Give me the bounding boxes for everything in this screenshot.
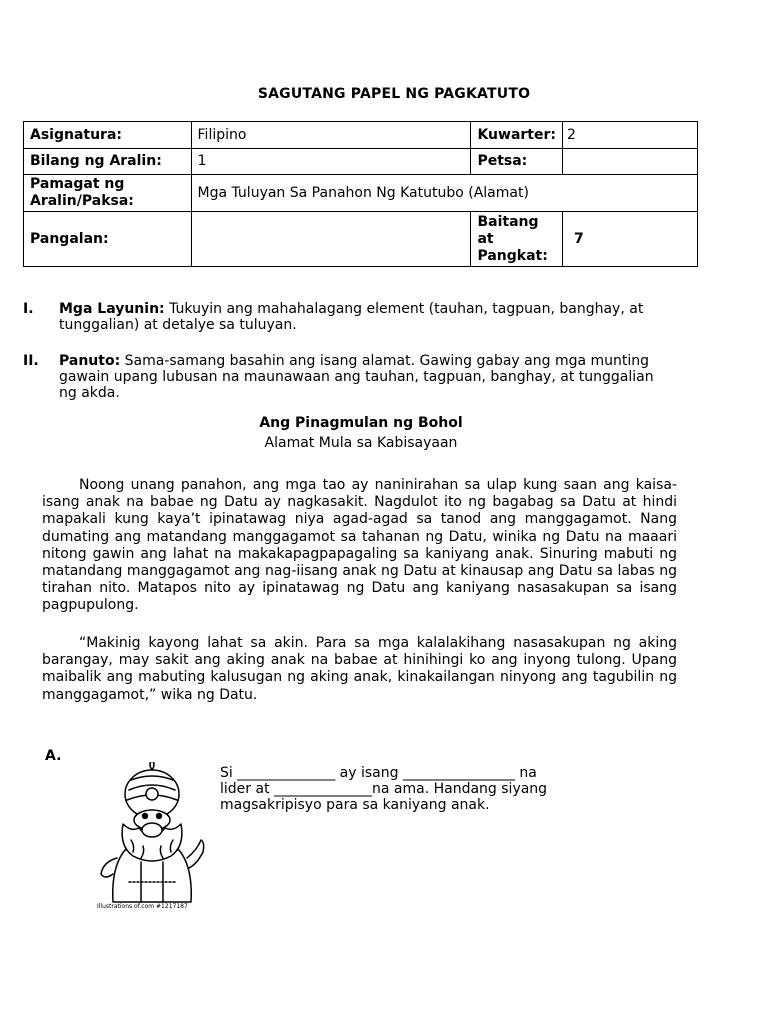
section-number: I. xyxy=(23,301,34,317)
section-text: Sama-samang basahin ang isang alamat. Gawing gabay ang mga munting gawain upang lubusan na maunawaan ang tauhan, tagpuan, banghay, at tunggalian ng akda. xyxy=(59,353,654,401)
kuwarter-label: Kuwarter: xyxy=(471,122,563,149)
pangalan-label: Pangalan: xyxy=(24,212,192,267)
section-layunin xyxy=(23,301,673,333)
pamagat-value: Mga Tuluyan Sa Panahon Ng Katutubo (Alamat) xyxy=(191,175,697,212)
section-text: Tukuyin ang mahahalagang element (tauhan, tagpuan, banghay, at tunggalian) at detalye sa tuluyan. xyxy=(59,301,644,333)
story-subtitle: Alamat Mula sa Kabisayaan xyxy=(264,435,458,451)
image-credit: Illustrations of.com #1217187 xyxy=(97,903,188,910)
story-paragraph-1: Noong unang panahon, ang mga tao ay naninirahan sa ulap kung saan ang kaisa-isang anak na babae ng Datu ay nagkasakit. Nagdulot ito ng bagabag sa Datu at hindi mapakali kung kaya’t ipinatawag niya agad-agad sa tanod ang manggagamot. Nang dumating ang matandang manggagamot sa tahanan ng Datu, winika ng Datu na maaari nitong gawin ang lahat na makakapagpapagaling sa kaniyang anak. Sinuring mabuti ng matandang manggagamot ang nag-iisang anak ng Datu at kinausap ang Datu sa labas ng tirahan nito. Matapos nito ay ipinatawag ng Datu ang kaniyang nasasakupan sa isang pagpupulong. xyxy=(42,477,677,614)
asignatura-label: Asignatura: xyxy=(24,122,192,149)
baitang-value: 7 xyxy=(563,212,698,267)
story-paragraph-2: “Makinig kayong lahat sa akin. Para sa mga kalalakihang nasasakupan ng aking barangay, may sakit ang aking anak na babae at hinihingi ko ang inyong tulong. Upang maibalik ang mabuting kalusugan ng aking anak, kinakailangan ninyong ang tagubilin ng manggagamot,” wika ng Datu. xyxy=(42,635,677,703)
section-number: II. xyxy=(23,353,39,369)
kuwarter-value: 2 xyxy=(563,122,698,149)
petsa-label: Petsa: xyxy=(471,149,563,175)
section-heading: Mga Layunin: xyxy=(59,301,165,317)
document-title: SAGUTANG PAPEL NG PAGKATUTO xyxy=(257,86,531,102)
section-heading: Panuto: xyxy=(59,353,121,369)
bilang-value: 1 xyxy=(191,149,471,175)
baitang-label: Baitang at Pangkat: xyxy=(471,212,563,267)
story-title: Ang Pinagmulan ng Bohol xyxy=(259,415,463,431)
bilang-label: Bilang ng Aralin: xyxy=(24,149,192,175)
fill-in-sentence: Si ______________ ay isang ________________ na lider at ______________na ama. Handang siyang magsakripisyo para sa kaniyang anak. xyxy=(220,765,548,813)
petsa-value xyxy=(563,149,698,175)
datu-illustration xyxy=(93,762,211,912)
pamagat-label: Pamagat ng Aralin/Paksa: xyxy=(24,175,192,212)
info-table xyxy=(23,121,698,267)
activity-label: A. xyxy=(45,748,62,764)
section-panuto xyxy=(23,353,673,401)
asignatura-value: Filipino xyxy=(191,122,471,149)
pangalan-value xyxy=(191,212,471,267)
